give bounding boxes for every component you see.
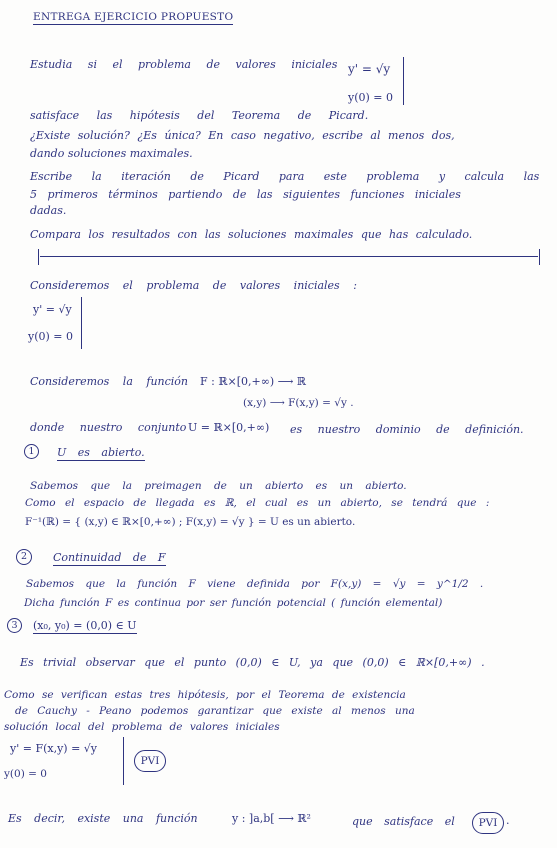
problem-line: satisface las hipótesis del Teorema de Picard. <box>30 109 369 122</box>
hypothesis-2-number: 2 <box>16 549 32 565</box>
hypothesis-1-line: F⁻¹(ℝ) = { (x,y) ∈ ℝ×[0,+∞) ; F(x,y) = √y } = U es un abierto. <box>25 516 356 528</box>
hypothesis-2-line: Dicha función F es continua por ser función potencial ( función elemental) <box>24 597 443 609</box>
hypothesis-1-line: Como el espacio de llegada es ℝ, el cual es un abierto, se tendrá que : <box>25 497 490 509</box>
function-map: F : ℝ×[0,+∞) ⟶ ℝ <box>200 375 307 388</box>
pvi-ode: y' = F(x,y) = √y <box>10 742 98 755</box>
final-period: . <box>506 814 510 827</box>
problem-line: dadas. <box>30 204 67 217</box>
conclusion-line: Como se verifican estas tres hipótesis, por el Teorema de existencia <box>4 689 406 701</box>
hypothesis-3-line: Es trivial observar que el punto (0,0) ∈ U, ya que (0,0) ∈ ℝ×[0,+∞) . <box>20 656 485 669</box>
problem-intro: Estudia si el problema de valores iniciales <box>30 58 338 71</box>
problem-line: 5 primeros términos partiendo de las siguientes funciones iniciales <box>30 188 461 201</box>
hypothesis-3-number: 3 <box>7 618 22 633</box>
divider-rule <box>40 256 538 257</box>
final-line: que satisface el <box>352 815 455 828</box>
conclusion-line: solución local del problema de valores iniciales <box>4 721 280 733</box>
solution-intro: Consideremos el problema de valores iniciales : <box>30 279 357 292</box>
problem-ode: y' = √y <box>348 62 391 76</box>
function-map-values: (x,y) ⟶ F(x,y) = √y . <box>243 397 354 409</box>
problem-line: ¿Existe solución? ¿Es única? En caso negativo, escribe al menos dos, <box>30 129 455 142</box>
function-intro: Consideremos la función <box>30 375 188 388</box>
final-line: Es decir, existe una función <box>8 812 198 825</box>
hypothesis-2-line: Sabemos que la función F viene definida por F(x,y) = √y = y^1/2 . <box>26 578 484 590</box>
domain-set: U = ℝ×[0,+∞) <box>188 421 270 434</box>
problem-line: dando soluciones maximales. <box>30 147 193 160</box>
conclusion-line: de Cauchy - Peano podemos garantizar que existe al menos una <box>15 705 415 717</box>
final-function: y : ]a,b[ ⟶ ℝ² <box>232 812 311 825</box>
page-title: ENTREGA EJERCICIO PROPUESTO <box>33 11 234 23</box>
solution-ode: y' = √y <box>33 303 72 316</box>
domain-text: donde nuestro conjunto <box>30 421 187 434</box>
hypothesis-2-title: Continuidad de F <box>53 551 166 564</box>
problem-line: Escribe la iteración de Picard para este problema y calcula las <box>30 170 540 183</box>
pvi-ic: y(0) = 0 <box>4 768 47 780</box>
hypothesis-1-line: Sabemos que la preimagen de un abierto es un abierto. <box>30 480 407 492</box>
solution-brace <box>76 297 82 349</box>
problem-brace <box>398 57 404 105</box>
final-pvi-label: PVI <box>472 812 504 834</box>
hypothesis-3-title: (x₀, y₀) = (0,0) ∈ U <box>33 619 137 632</box>
pvi-label: PVI <box>134 750 166 772</box>
pvi-brace <box>118 737 124 785</box>
domain-text: es nuestro dominio de definición. <box>290 423 524 436</box>
hypothesis-1-number: 1 <box>24 444 39 459</box>
problem-ic: y(0) = 0 <box>348 91 394 104</box>
problem-line: Compara los resultados con las soluciones maximales que has calculado. <box>30 228 473 241</box>
solution-ic: y(0) = 0 <box>28 330 74 343</box>
hypothesis-1-title: U es abierto. <box>57 446 145 459</box>
